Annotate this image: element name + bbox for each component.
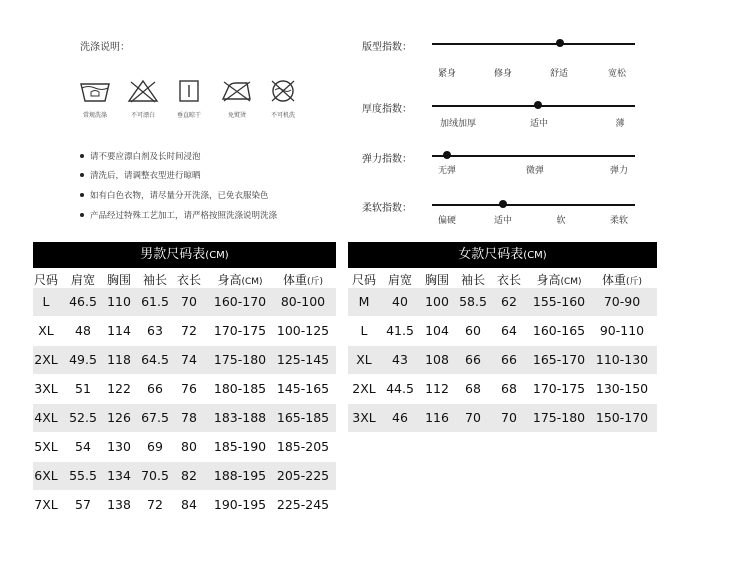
table-cell: 55.5 xyxy=(69,468,97,483)
column-header: 袖长 xyxy=(142,273,168,287)
table-cell: 64.5 xyxy=(141,352,169,367)
table-cell: 4XL xyxy=(34,410,58,425)
table-cell: 130-150 xyxy=(595,381,649,396)
fit-index-tick: 修身 xyxy=(493,69,513,79)
column-header: 身高(CM) xyxy=(217,273,263,287)
table-cell: 57 xyxy=(75,497,91,512)
table-cell: 66 xyxy=(465,352,481,367)
column-header: 体重(斤) xyxy=(282,273,324,287)
softness-index-marker xyxy=(499,200,507,208)
table-cell: L xyxy=(42,294,50,309)
table-cell: 68 xyxy=(501,381,517,396)
table-cell: 78 xyxy=(181,410,197,425)
table-cell: L xyxy=(360,323,368,338)
table-cell: XL xyxy=(356,352,372,367)
table-cell: 49.5 xyxy=(69,352,97,367)
table-cell: 60 xyxy=(465,323,481,338)
table-cell: 185-205 xyxy=(276,439,330,454)
table-row xyxy=(348,375,657,403)
elasticity-index-tick: 无弹 xyxy=(437,166,457,176)
fit-index-label: 版型指数： xyxy=(362,42,412,53)
table-cell: 100 xyxy=(425,294,449,309)
softness-index-label: 柔软指数： xyxy=(362,203,412,214)
care-label-hand-wash: 常规洗涤 xyxy=(82,112,107,119)
table-cell: 122 xyxy=(107,381,131,396)
table-cell: 72 xyxy=(147,497,163,512)
care-label-no-machine-wash: 不可机洗 xyxy=(270,112,295,119)
table-cell: 68 xyxy=(465,381,481,396)
table-cell: 5XL xyxy=(34,439,58,454)
table-cell: 61.5 xyxy=(141,294,169,309)
table-row xyxy=(33,404,336,432)
column-header: 袖长 xyxy=(460,273,486,287)
table-cell: 114 xyxy=(107,323,131,338)
table-cell: 40 xyxy=(392,294,408,309)
table-cell: 145-165 xyxy=(276,381,330,396)
softness-index-tick: 偏硬 xyxy=(437,216,457,226)
elasticity-index-label: 弹力指数： xyxy=(362,154,412,165)
table-cell: 46 xyxy=(392,410,408,425)
table-cell: 7XL xyxy=(34,497,58,512)
table-cell: 41.5 xyxy=(386,323,414,338)
table-cell: XL xyxy=(38,323,54,338)
table-cell: 76 xyxy=(181,381,197,396)
table-cell: 82 xyxy=(181,468,197,483)
table-row xyxy=(33,491,336,519)
table-row xyxy=(33,317,336,345)
table-cell: 160-165 xyxy=(532,323,586,338)
thickness-index-tick: 适中 xyxy=(529,119,549,129)
table-cell: 165-170 xyxy=(532,352,586,367)
table-cell: 134 xyxy=(107,468,131,483)
table-cell: 66 xyxy=(147,381,163,396)
table-row xyxy=(33,433,336,461)
table-cell: 44.5 xyxy=(386,381,414,396)
column-header: 胸围 xyxy=(424,273,450,287)
bullet-icon xyxy=(80,173,84,177)
table-cell: 74 xyxy=(181,352,197,367)
table-cell: 67.5 xyxy=(141,410,169,425)
elasticity-index-marker xyxy=(443,151,451,159)
table-cell: 90-110 xyxy=(599,323,645,338)
table-cell: 54 xyxy=(75,439,91,454)
table-cell: 112 xyxy=(425,381,449,396)
care-tip: 产品经过特殊工艺加工，请严格按照洗涤说明洗涤 xyxy=(80,209,277,221)
table-cell: 138 xyxy=(107,497,131,512)
table-cell: 64 xyxy=(501,323,517,338)
table-cell: 6XL xyxy=(34,468,58,483)
table-cell: 84 xyxy=(181,497,197,512)
table-cell: M xyxy=(358,294,370,309)
fit-index-marker xyxy=(556,39,564,47)
table-row xyxy=(33,375,336,403)
table-row xyxy=(33,346,336,374)
table-cell: 110-130 xyxy=(595,352,649,367)
table-cell: 180-185 xyxy=(213,381,267,396)
table-cell: 52.5 xyxy=(69,410,97,425)
table-cell: 46.5 xyxy=(69,294,97,309)
column-header: 衣长 xyxy=(176,273,202,287)
table-cell: 100-125 xyxy=(276,323,330,338)
care-label-no-iron: 免熨烫 xyxy=(227,112,246,119)
table-cell: 70 xyxy=(501,410,517,425)
women-table-title: 女款尺码表(CM) xyxy=(348,242,657,268)
softness-index-tick: 柔软 xyxy=(609,216,629,226)
table-cell: 72 xyxy=(181,323,197,338)
table-cell: 80 xyxy=(181,439,197,454)
table-cell: 175-180 xyxy=(532,410,586,425)
table-cell: 58.5 xyxy=(459,294,487,309)
bullet-icon xyxy=(80,213,84,217)
no-machine-wash-icon xyxy=(266,78,300,104)
care-label-no-bleach: 不可漂白 xyxy=(130,112,155,119)
table-cell: 80-100 xyxy=(280,294,326,309)
table-cell: 3XL xyxy=(34,381,58,396)
table-cell: 3XL xyxy=(352,410,376,425)
softness-index-scale xyxy=(432,204,635,206)
table-cell: 170-175 xyxy=(213,323,267,338)
table-cell: 130 xyxy=(107,439,131,454)
table-row xyxy=(348,346,657,374)
fit-index-scale xyxy=(432,43,635,45)
table-cell: 2XL xyxy=(34,352,58,367)
care-title: 洗涤说明： xyxy=(80,42,130,53)
bullet-icon xyxy=(80,154,84,158)
elasticity-index-tick: 弹力 xyxy=(609,166,629,176)
table-cell: 160-170 xyxy=(213,294,267,309)
thickness-index-label: 厚度指数： xyxy=(362,104,412,115)
table-cell: 2XL xyxy=(352,381,376,396)
elasticity-index-tick: 微弹 xyxy=(525,166,545,176)
softness-index-tick: 适中 xyxy=(493,216,513,226)
table-cell: 43 xyxy=(392,352,408,367)
table-row xyxy=(348,404,657,432)
table-cell: 70.5 xyxy=(141,468,169,483)
softness-index-tick: 软 xyxy=(556,216,566,226)
table-row xyxy=(33,462,336,490)
table-cell: 225-245 xyxy=(276,497,330,512)
hang-dry-icon xyxy=(172,78,206,104)
table-cell: 69 xyxy=(147,439,163,454)
table-cell: 70-90 xyxy=(603,294,641,309)
fit-index-tick: 舒适 xyxy=(549,69,569,79)
table-cell: 70 xyxy=(465,410,481,425)
table-cell: 104 xyxy=(425,323,449,338)
table-cell: 51 xyxy=(75,381,91,396)
column-header: 肩宽 xyxy=(70,273,96,287)
table-row xyxy=(348,288,657,316)
thickness-index-tick: 薄 xyxy=(615,119,625,129)
table-cell: 108 xyxy=(425,352,449,367)
table-cell: 126 xyxy=(107,410,131,425)
column-header: 尺码 xyxy=(351,273,377,287)
bullet-icon xyxy=(80,193,84,197)
thickness-index-tick: 加绒加厚 xyxy=(439,119,477,129)
table-cell: 70 xyxy=(181,294,197,309)
men-table-title: 男款尺码表(CM) xyxy=(33,242,336,268)
table-cell: 190-195 xyxy=(213,497,267,512)
column-header: 体重(斤) xyxy=(601,273,643,287)
care-tip: 请不要应漂白剂及长时间浸泡 xyxy=(80,150,201,162)
fit-index-tick: 宽松 xyxy=(607,69,627,79)
table-cell: 118 xyxy=(107,352,131,367)
table-cell: 175-180 xyxy=(213,352,267,367)
table-cell: 155-160 xyxy=(532,294,586,309)
no-bleach-icon xyxy=(126,78,160,104)
table-cell: 205-225 xyxy=(276,468,330,483)
table-cell: 62 xyxy=(501,294,517,309)
care-tip: 如有白色衣物，请尽量分开洗涤，已免衣服染色 xyxy=(80,189,269,201)
table-cell: 48 xyxy=(75,323,91,338)
table-cell: 110 xyxy=(107,294,131,309)
care-tip: 清洗后，请调整衣型进行晾晒 xyxy=(80,169,201,181)
table-cell: 165-185 xyxy=(276,410,330,425)
hand-wash-icon xyxy=(78,78,112,104)
no-iron-icon xyxy=(220,78,254,104)
thickness-index-marker xyxy=(534,101,542,109)
column-header: 肩宽 xyxy=(387,273,413,287)
table-cell: 125-145 xyxy=(276,352,330,367)
column-header: 身高(CM) xyxy=(536,273,582,287)
table-cell: 188-195 xyxy=(213,468,267,483)
column-header: 衣长 xyxy=(496,273,522,287)
fit-index-tick: 紧身 xyxy=(437,69,457,79)
table-cell: 116 xyxy=(425,410,449,425)
table-row xyxy=(348,317,657,345)
column-header: 尺码 xyxy=(33,273,59,287)
table-cell: 170-175 xyxy=(532,381,586,396)
table-cell: 185-190 xyxy=(213,439,267,454)
elasticity-index-scale xyxy=(432,155,635,157)
table-cell: 183-188 xyxy=(213,410,267,425)
table-cell: 63 xyxy=(147,323,163,338)
table-row xyxy=(33,288,336,316)
column-header: 胸围 xyxy=(106,273,132,287)
table-cell: 66 xyxy=(501,352,517,367)
care-label-hang-dry: 垂直晾干 xyxy=(176,112,201,119)
table-cell: 150-170 xyxy=(595,410,649,425)
